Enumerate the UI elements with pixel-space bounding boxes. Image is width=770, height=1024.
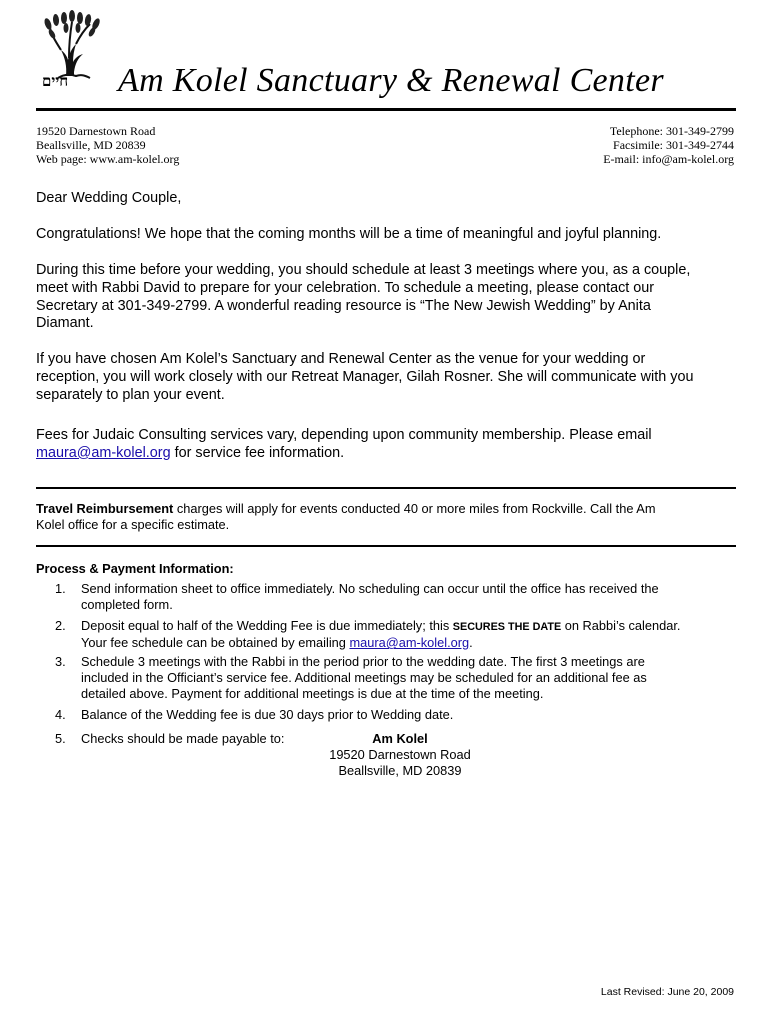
paragraph-line: Secretary at 301-349-2799. A wonderful reading resource is “The New Jewish Wedding” by Anita (36, 297, 651, 314)
list-line (81, 618, 736, 635)
paragraph-line: reception, you will work closely with our Retreat Manager, Gilah Rosner. She will communicate with you (36, 368, 694, 385)
section-divider (36, 545, 736, 547)
list-number: 2. (55, 618, 66, 633)
tree-logo (36, 10, 108, 94)
list-number: 1. (55, 581, 66, 596)
header-divider (36, 108, 736, 111)
secures-the-date: SECURES THE DATE (452, 621, 562, 633)
paragraph-line: Kolel office for a specific estimate. (36, 517, 230, 533)
list-text (81, 707, 736, 723)
payee-city: Beallsville, MD 20839 (338, 763, 462, 779)
list-line: completed form. (81, 597, 173, 613)
payee-street: 19520 Darnestown Road (329, 747, 471, 763)
list-line: included in the Officiant’s service fee. Additional meetings may be scheduled for an additional fee as (81, 670, 647, 686)
list-line: detailed above. Payment for additional meetings is due at the time of the meeting. (81, 686, 544, 702)
process-heading: Process & Payment Information: (36, 561, 234, 576)
travel-label: Travel Reimbursement (36, 501, 174, 516)
paragraph-line: Diamant. (36, 315, 94, 332)
payee-address (300, 731, 500, 780)
travel-text: charges will apply for events conducted 40 or more miles from Rockville. Call the Am (173, 501, 656, 516)
telephone: Telephone: 301-349-2799 (609, 124, 734, 138)
list-line: Checks should be made payable to: (81, 731, 285, 746)
list-number: 4. (55, 707, 66, 722)
list-text (81, 618, 736, 651)
list-line: Send information sheet to office immediately. No scheduling can occur until the office has received the (81, 581, 659, 596)
fees-text: for service fee information. (170, 444, 345, 461)
city-address: Beallsville, MD 20839 (36, 138, 146, 152)
paragraph-venue (36, 351, 736, 404)
list-text-part: Your fee schedule can be obtained by emailing (81, 635, 350, 651)
paragraph-line: During this time before your wedding, you should schedule at least 3 meetings where you, as a couple, (36, 262, 691, 278)
salutation: Dear Wedding Couple, (36, 190, 182, 206)
street-address: 19520 Darnestown Road (36, 124, 156, 138)
list-line (81, 635, 736, 651)
list-text-part: Deposit equal to half of the Wedding Fee is due immediately; this (81, 618, 453, 633)
email: E-mail: info@am-kolel.org (603, 152, 734, 166)
list-number: 3. (55, 654, 66, 669)
paragraph-fees (36, 427, 736, 463)
list-number: 5. (55, 731, 66, 746)
last-revised: Last Revised: June 20, 2009 (600, 986, 734, 998)
travel-reimbursement (36, 501, 736, 533)
email-link-maura[interactable]: maura@am-kolel.org (349, 635, 470, 651)
list-line: Balance of the Wedding fee is due 30 days prior to Wedding date. (81, 707, 454, 722)
facsimile: Facsimile: 301-349-2744 (613, 138, 734, 152)
logo-hebrew-text: חיים (42, 74, 69, 90)
paragraph-line: meet with Rabbi David to prepare for your celebration. To schedule a meeting, please contact our (36, 279, 655, 296)
paragraph-line: If you have chosen Am Kolel’s Sanctuary and Renewal Center as the venue for your wedding or (36, 351, 646, 367)
paragraph-line: Fees for Judaic Consulting services vary, depending upon community membership. Please email (36, 427, 652, 443)
contact-block (603, 124, 734, 166)
web-page: Web page: www.am-kolel.org (36, 152, 180, 166)
paragraph-line (36, 445, 736, 463)
address-block (36, 124, 179, 166)
list-text-part: on Rabbi’s calendar. (561, 618, 681, 633)
paragraph-line: separately to plan your event. (36, 386, 225, 403)
list-text (81, 654, 736, 703)
paragraph-meetings (36, 262, 736, 333)
list-line: Schedule 3 meetings with the Rabbi in the period prior to the wedding date. The first 3 meetings are (81, 654, 645, 669)
section-divider (36, 487, 736, 489)
list-text (81, 581, 736, 613)
payee-name: Am Kolel (372, 731, 428, 746)
paragraph-line (36, 501, 736, 517)
org-title: Am Kolel Sanctuary & Renewal Center (118, 62, 664, 99)
paragraph-congratulations: Congratulations! We hope that the coming months will be a time of meaningful and joyful planning. (36, 226, 662, 242)
list-text-part: . (469, 635, 473, 651)
email-link-maura[interactable]: maura@am-kolel.org (36, 444, 171, 461)
